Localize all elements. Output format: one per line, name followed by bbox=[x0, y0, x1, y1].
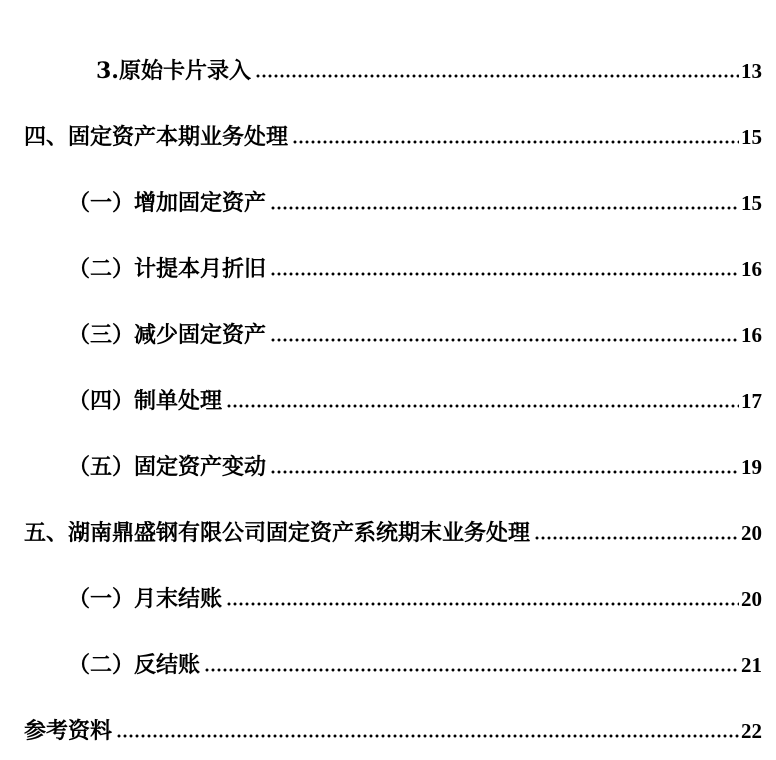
toc-page-number: 13 bbox=[741, 59, 762, 83]
toc-leader-dots bbox=[226, 595, 739, 607]
toc-page-number: 19 bbox=[741, 455, 762, 479]
toc-entry-reduce-fixed-assets[interactable] bbox=[68, 312, 762, 346]
toc-entry-label: （一）增加固定资产 bbox=[68, 190, 267, 216]
toc-page-number: 15 bbox=[741, 191, 762, 215]
toc-entry-month-end-closing[interactable] bbox=[68, 576, 762, 610]
toc-entry-label: （一）月末结账 bbox=[68, 586, 223, 612]
toc-entry-label: （五）固定资产变动 bbox=[68, 454, 267, 480]
toc-page-number: 17 bbox=[741, 389, 762, 413]
toc-entry-label: （二）计提本月折旧 bbox=[68, 256, 267, 282]
toc-entry-label: 3.原始卡片录入 bbox=[96, 58, 251, 84]
toc-entry-label: 四、固定资产本期业务处理 bbox=[24, 124, 289, 150]
toc-entry-references[interactable] bbox=[24, 708, 762, 742]
toc-entry-label: （三）减少固定资产 bbox=[68, 322, 267, 348]
toc-leader-dots bbox=[226, 397, 739, 409]
toc-leader-dots bbox=[270, 463, 739, 475]
toc-page-number: 16 bbox=[741, 257, 762, 281]
toc-entry-label: 五、湖南鼎盛钢有限公司固定资产系统期末业务处理 bbox=[24, 520, 531, 546]
toc-entry-reverse-closing[interactable] bbox=[68, 642, 762, 676]
toc-page-number: 16 bbox=[741, 323, 762, 347]
toc-page-number: 20 bbox=[741, 587, 762, 611]
toc-page-number: 20 bbox=[741, 521, 762, 545]
toc-leader-dots bbox=[116, 727, 739, 739]
toc-entry-label: 参考资料 bbox=[24, 718, 113, 744]
toc-leader-dots bbox=[292, 133, 739, 145]
toc-leader-dots bbox=[204, 661, 739, 673]
toc-leader-dots bbox=[270, 331, 739, 343]
toc-leader-dots bbox=[270, 199, 739, 211]
toc-leader-dots bbox=[255, 67, 739, 79]
toc-page-number: 21 bbox=[741, 653, 762, 677]
toc-entry-monthly-depreciation[interactable] bbox=[68, 246, 762, 280]
toc-entry-add-fixed-assets[interactable] bbox=[68, 180, 762, 214]
toc-entry-label: （四）制单处理 bbox=[68, 388, 223, 414]
toc-leader-dots bbox=[534, 529, 739, 541]
toc-entry-period-end-business[interactable] bbox=[24, 510, 762, 544]
toc-page-number: 15 bbox=[741, 125, 762, 149]
toc-leader-dots bbox=[270, 265, 739, 277]
toc-entry-current-period-business[interactable] bbox=[24, 114, 762, 148]
toc-entry-fixed-asset-changes[interactable] bbox=[68, 444, 762, 478]
toc-page-number: 22 bbox=[741, 719, 762, 743]
toc-entry-original-card-entry[interactable] bbox=[96, 48, 762, 82]
toc-entry-voucher-processing[interactable] bbox=[68, 378, 762, 412]
toc-entry-label: （二）反结账 bbox=[68, 652, 201, 678]
